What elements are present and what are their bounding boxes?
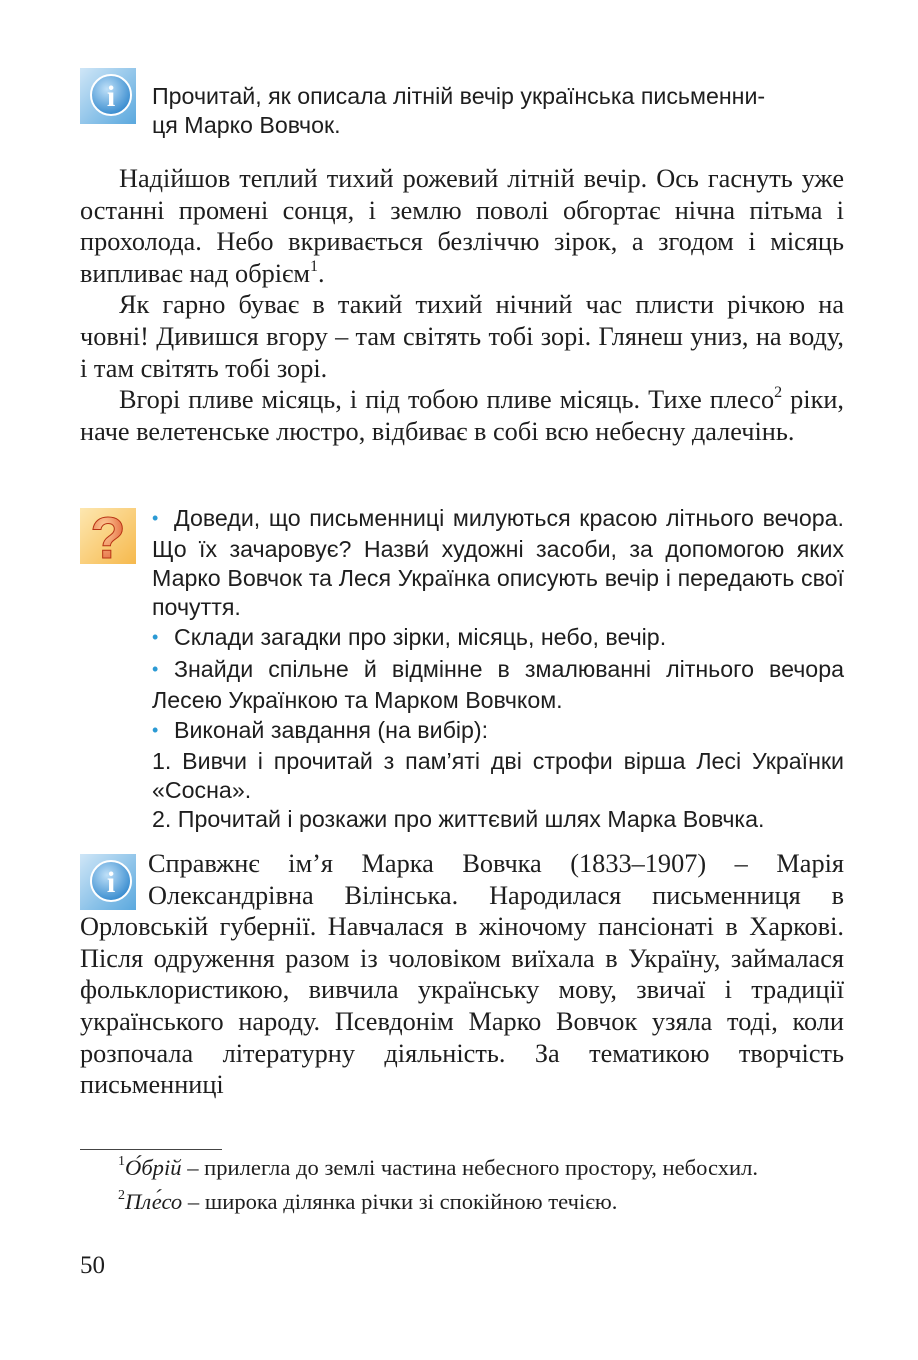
footnote-ref-2: 2 xyxy=(774,384,783,402)
footnote-ref-1: 1 xyxy=(309,258,318,276)
footnote-term-1: О́брій xyxy=(125,1155,182,1180)
story-p1-end: . xyxy=(317,258,325,288)
task-option-2: 2. Прочитай і розкажи про життєвий шлях Марка Вовчка. xyxy=(152,806,765,832)
info-icon xyxy=(80,68,136,124)
footnotes xyxy=(80,1153,844,1216)
question-item-2 xyxy=(152,623,844,654)
question-text-4: Виконай завдання (на вибір): xyxy=(174,717,489,743)
bullet-icon: • xyxy=(152,627,159,647)
story-text xyxy=(80,163,844,447)
intro-text xyxy=(152,82,844,140)
footnote-text-2: – широка ділянка річки зі спокійною течією. xyxy=(182,1189,618,1214)
footnote-1 xyxy=(80,1153,844,1182)
story-paragraph-3 xyxy=(80,384,844,447)
intro-line-2: ця Марко Вовчок. xyxy=(152,112,341,138)
intro-line-1: Прочитай, як описала літній вечір українська письменни- xyxy=(152,83,766,109)
story-p3-text-a: Вгорі пливе місяць, і під тобою пливе місяць. Тихе плесо xyxy=(119,385,775,415)
task-option-1: 1. Вивчи і прочитай з пам’яті дві строфи вірша Лесі Українки «Сосна». xyxy=(152,748,844,803)
question-text-1: Доведи, що письменниці милуються красою літнього вечора. Що їх зачаровує? Назви́ художні засоби, за допомогою яких Марко Вовчок та Леся Українка описують вечір і передають свої почуття. xyxy=(152,505,844,620)
story-paragraph-2: Як гарно буває в такий тихий нічний час плисти річкою на човні! Дивишся вгору – там світять тобі зорі. Глянеш униз, на воду, і там світять тобі зорі. xyxy=(80,290,844,383)
story-paragraph-1 xyxy=(80,163,844,289)
svg-text:i: i xyxy=(106,866,116,899)
footnote-divider xyxy=(80,1149,222,1150)
biography-paragraph: Справжнє ім’я Марка Вовчка (1833–1907) – Марія Олександрівна Вілінська. Народилася письменниця в Орловській губернії. Навчалася в жіночому пансіонаті в Харкові. Після одруження разом із чоловіком виїхала в Україну, займалася фольклористикою, вивчила українську мову, звичаї і традиції українського народу. Псевдонім Марко Вовчок узяла тоді, коли розпочала літературну діяльність. За тематикою творчість письменниці xyxy=(80,849,844,1100)
footnote-2 xyxy=(80,1187,844,1216)
question-item-1 xyxy=(152,504,844,622)
question-icon xyxy=(80,508,136,564)
bullet-icon: • xyxy=(152,720,159,740)
footnote-text-1: – прилегла до землі частина небесного простору, небосхил. xyxy=(181,1155,759,1180)
bullet-icon: • xyxy=(152,659,159,679)
story-p3-text-b: ріки, наче велетенське люстро, відбиває в собі всю небесну далечінь. xyxy=(80,385,845,446)
svg-text:?: ? xyxy=(90,508,126,564)
question-text-2: Склади загадки про зірки, місяць, небо, вечір. xyxy=(174,624,667,650)
question-text-3: Знайди спільне й відмінне в змалюванні літнього вечора Лесею Українкою та Марком Вовчком. xyxy=(152,656,844,713)
question-item-3 xyxy=(152,655,844,715)
footnote-term-2: Пле́со xyxy=(125,1189,183,1214)
svg-text:i: i xyxy=(106,80,116,113)
question-item-4 xyxy=(152,716,844,747)
footnote-number-1: 1 xyxy=(118,1154,125,1170)
bullet-icon: • xyxy=(152,508,159,528)
questions-block xyxy=(152,504,844,834)
page-number: 50 xyxy=(80,1252,105,1279)
icon-float-spacer xyxy=(80,848,148,906)
story-p1-text: Надійшов теплий тихий рожевий літній вечір. Ось гаснуть уже останні промені сонця, і землю поволі обгортає нічна пітьма і прохолода. Небо вкривається безліччю зірок, а згодом і місяць випливає над обрієм xyxy=(80,164,844,288)
footnote-number-2: 2 xyxy=(118,1188,125,1204)
biography-text xyxy=(80,848,844,1101)
